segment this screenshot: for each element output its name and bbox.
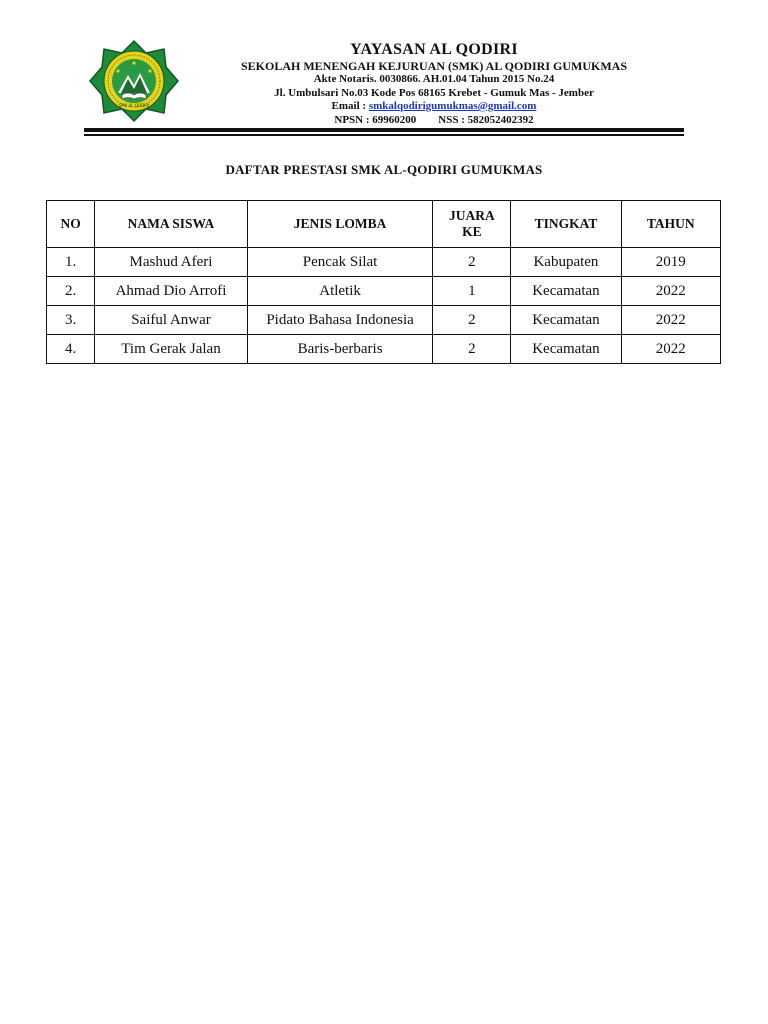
cell-jenis: Atletik — [247, 277, 433, 306]
cell-nama: Ahmad Dio Arrofi — [95, 277, 247, 306]
header-juara-line2: KE — [462, 224, 482, 239]
email-line — [184, 100, 684, 114]
cell-tahun: 2022 — [621, 335, 720, 364]
school-address: Jl. Umbulsari No.03 Kode Pos 68165 Krebet - Gumuk Mas - Jember — [274, 86, 594, 99]
cell-no: 1. — [47, 248, 95, 277]
npsn: NPSN : 69960200 — [334, 113, 417, 126]
cell-jenis: Baris-berbaris — [247, 335, 433, 364]
cell-tahun: 2022 — [621, 277, 720, 306]
cell-juara: 2 — [433, 306, 511, 335]
document-title: DAFTAR PRESTASI SMK AL-QODIRI GUMUKMAS — [225, 162, 543, 177]
table-row — [47, 277, 721, 306]
cell-tahun: 2019 — [621, 248, 720, 277]
email-link[interactable]: smkalqodirigumukmas@gmail.com — [368, 100, 537, 112]
cell-jenis: Pencak Silat — [247, 248, 433, 277]
header-jenis-lomba: JENIS LOMBA — [247, 201, 433, 248]
cell-nama: Tim Gerak Jalan — [95, 335, 247, 364]
cell-no: 2. — [47, 277, 95, 306]
cell-nama: Saiful Anwar — [95, 306, 247, 335]
header-tahun: TAHUN — [621, 201, 720, 248]
school-logo — [88, 39, 180, 123]
cell-tahun: 2022 — [621, 306, 720, 335]
header-no: NO — [47, 201, 95, 248]
cell-jenis: Pidato Bahasa Indonesia — [247, 306, 433, 335]
cell-no: 4. — [47, 335, 95, 364]
akte-notaris: Akte Notaris. 0030866. AH.01.04 Tahun 2015 No.24 — [313, 73, 555, 85]
table-row — [47, 248, 721, 277]
logo-text: SMK AL QODIRI — [118, 103, 150, 108]
nss: NSS : 582052402392 — [438, 113, 534, 126]
header-juara-line1: JUARA — [449, 208, 495, 223]
table-row — [47, 335, 721, 364]
cell-tingkat: Kabupaten — [511, 248, 621, 277]
email-label: Email : — [331, 100, 367, 112]
header-tingkat: TINGKAT — [511, 201, 621, 248]
cell-juara: 2 — [433, 335, 511, 364]
cell-tingkat: Kecamatan — [511, 306, 621, 335]
npsn-nss-line — [184, 114, 684, 128]
table-header-row — [47, 201, 721, 248]
cell-tingkat: Kecamatan — [511, 277, 621, 306]
school-name: SEKOLAH MENENGAH KEJURUAN (SMK) AL QODIRI GUMUKMAS — [240, 59, 628, 73]
cell-nama: Mashud Aferi — [95, 248, 247, 277]
table-row — [47, 306, 721, 335]
cell-tingkat: Kecamatan — [511, 335, 621, 364]
header-nama-siswa: NAMA SISWA — [95, 201, 247, 248]
foundation-name: YAYASAN AL QODIRI — [350, 41, 518, 58]
letterhead-text — [184, 40, 684, 127]
letterhead — [84, 36, 684, 136]
header-juara-ke — [433, 201, 511, 248]
letterhead-rule-thick — [84, 128, 684, 132]
letterhead-rule-thin — [84, 134, 684, 136]
cell-no: 3. — [47, 306, 95, 335]
cell-juara: 1 — [433, 277, 511, 306]
cell-juara: 2 — [433, 248, 511, 277]
achievement-table — [46, 200, 721, 364]
